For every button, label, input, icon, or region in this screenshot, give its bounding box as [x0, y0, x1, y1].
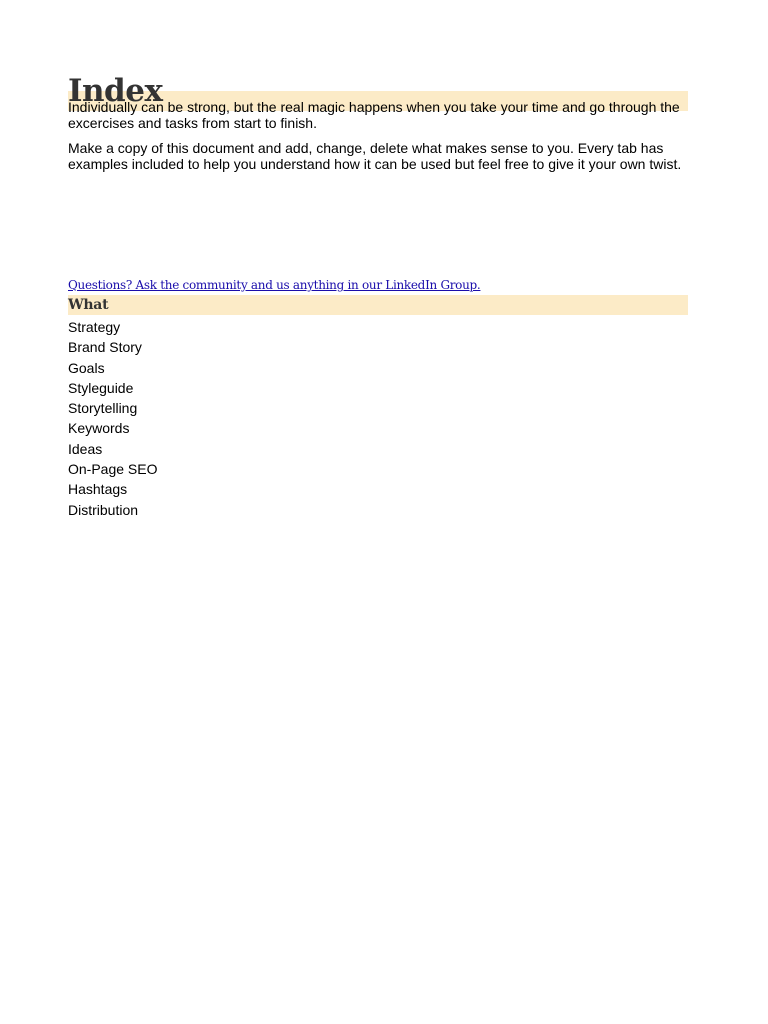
page-title: Index — [68, 73, 163, 109]
what-section-heading: What — [68, 297, 109, 313]
intro-paragraph-2: Make a copy of this document and add, change, delete what makes sense to you. Every tab has examples included to help you understand how it can be used but feel free to give it your own twist. — [68, 140, 682, 172]
list-item-on-page-seo: On-Page SEO — [68, 461, 158, 478]
linkedin-group-link[interactable]: Questions? Ask the community and us anything in our LinkedIn Group. — [68, 278, 481, 292]
list-item-storytelling: Storytelling — [68, 400, 138, 417]
list-item-brand-story: Brand Story — [68, 339, 142, 356]
list-item-hashtags: Hashtags — [68, 481, 128, 498]
intro-paragraph-1: Individually can be strong, but the real magic happens when you take your time and go through the excercises and tasks from start to finish. — [68, 99, 680, 131]
list-item-ideas: Ideas — [68, 440, 103, 457]
list-item-goals: Goals — [68, 359, 105, 376]
section-highlight-band — [68, 295, 688, 315]
list-item-strategy: Strategy — [68, 319, 121, 335]
list-item-keywords: Keywords — [68, 420, 130, 437]
what-item-list — [68, 317, 158, 520]
list-item-styleguide: Styleguide — [68, 379, 134, 396]
list-item-distribution: Distribution — [68, 501, 139, 518]
